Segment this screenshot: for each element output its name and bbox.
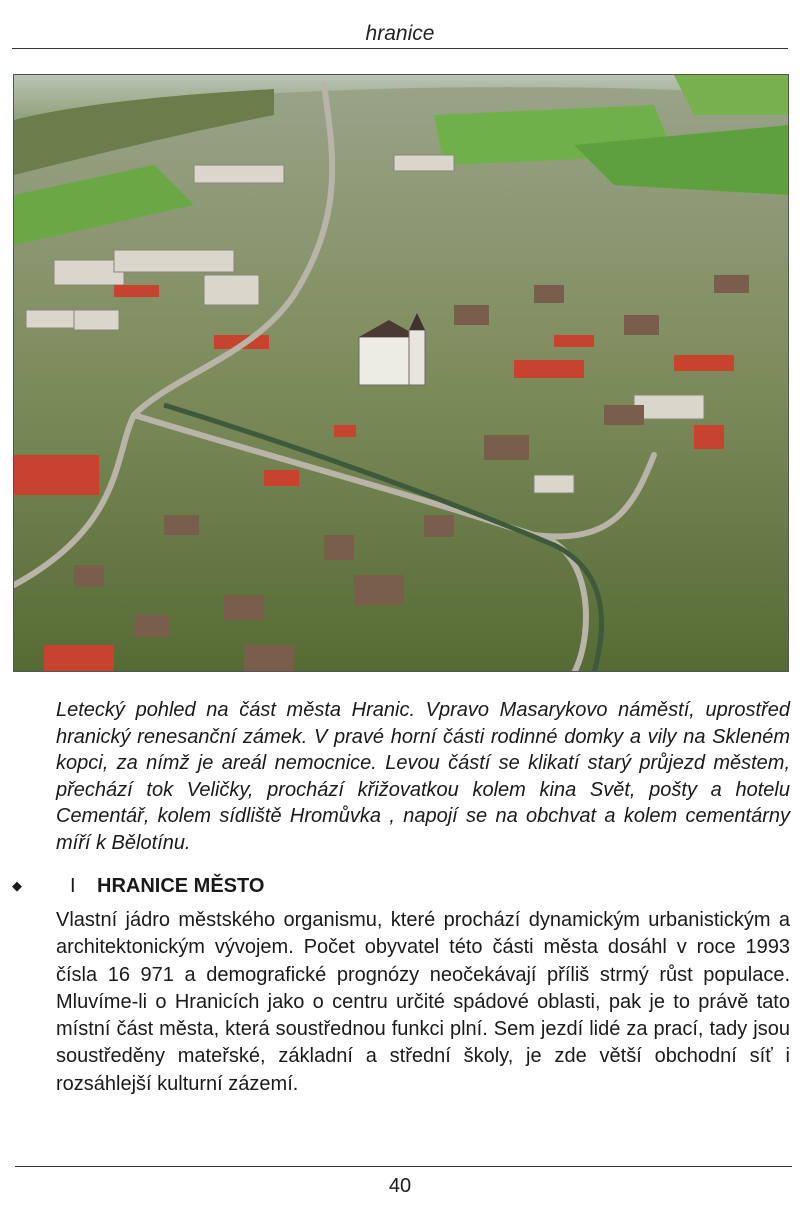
section-title: HRANICE MĚSTO [97,875,265,897]
diamond-bullet-icon: ◆ [12,878,22,893]
section-body: Vlastní jádro městského organismu, které prochází dynamickým urbanistickým a architektonickým vývojem. Počet obyvatel této části města dosáhl v roce 1993 čísla 16 971 a demografické prognózy neočekávají příliš strmý růst populace. Mluvíme-li o Hranicích jako o centru určité spádové oblasti, pak je to právě tato místní část města, která soustřednou funkci plní. Sem jezdí lidé za prací, tady jsou soustředěny mateřské, základní a střední školy, je zde větší obchodní síť i rozsáhlejší kulturní zázemí. [56,909,790,1095]
photo-caption: Letecký pohled na část města Hranic. Vpravo Masarykovo náměstí, uprostřed hranický renesanční zámek. V pravé horní části rodinné domky a vily na Skleném kopci, za nímž je areál nemocnice. Levou částí se klikatí starý průjezd městem, přechází tok Veličky, prochází křižovatkou kolem kina Svět, pošty a hotelu Cementář, kolem sídliště Hromůvka , napojí se na obchvat a kolem cementárny míří k Bělotínu. [56,699,790,854]
section-heading [12,875,792,901]
running-header: hranice [365,22,435,45]
header-rule [12,48,788,49]
page-number: 40 [388,1175,412,1197]
aerial-photo [13,74,789,672]
section-number: I [70,875,76,897]
footer-rule [15,1166,792,1167]
